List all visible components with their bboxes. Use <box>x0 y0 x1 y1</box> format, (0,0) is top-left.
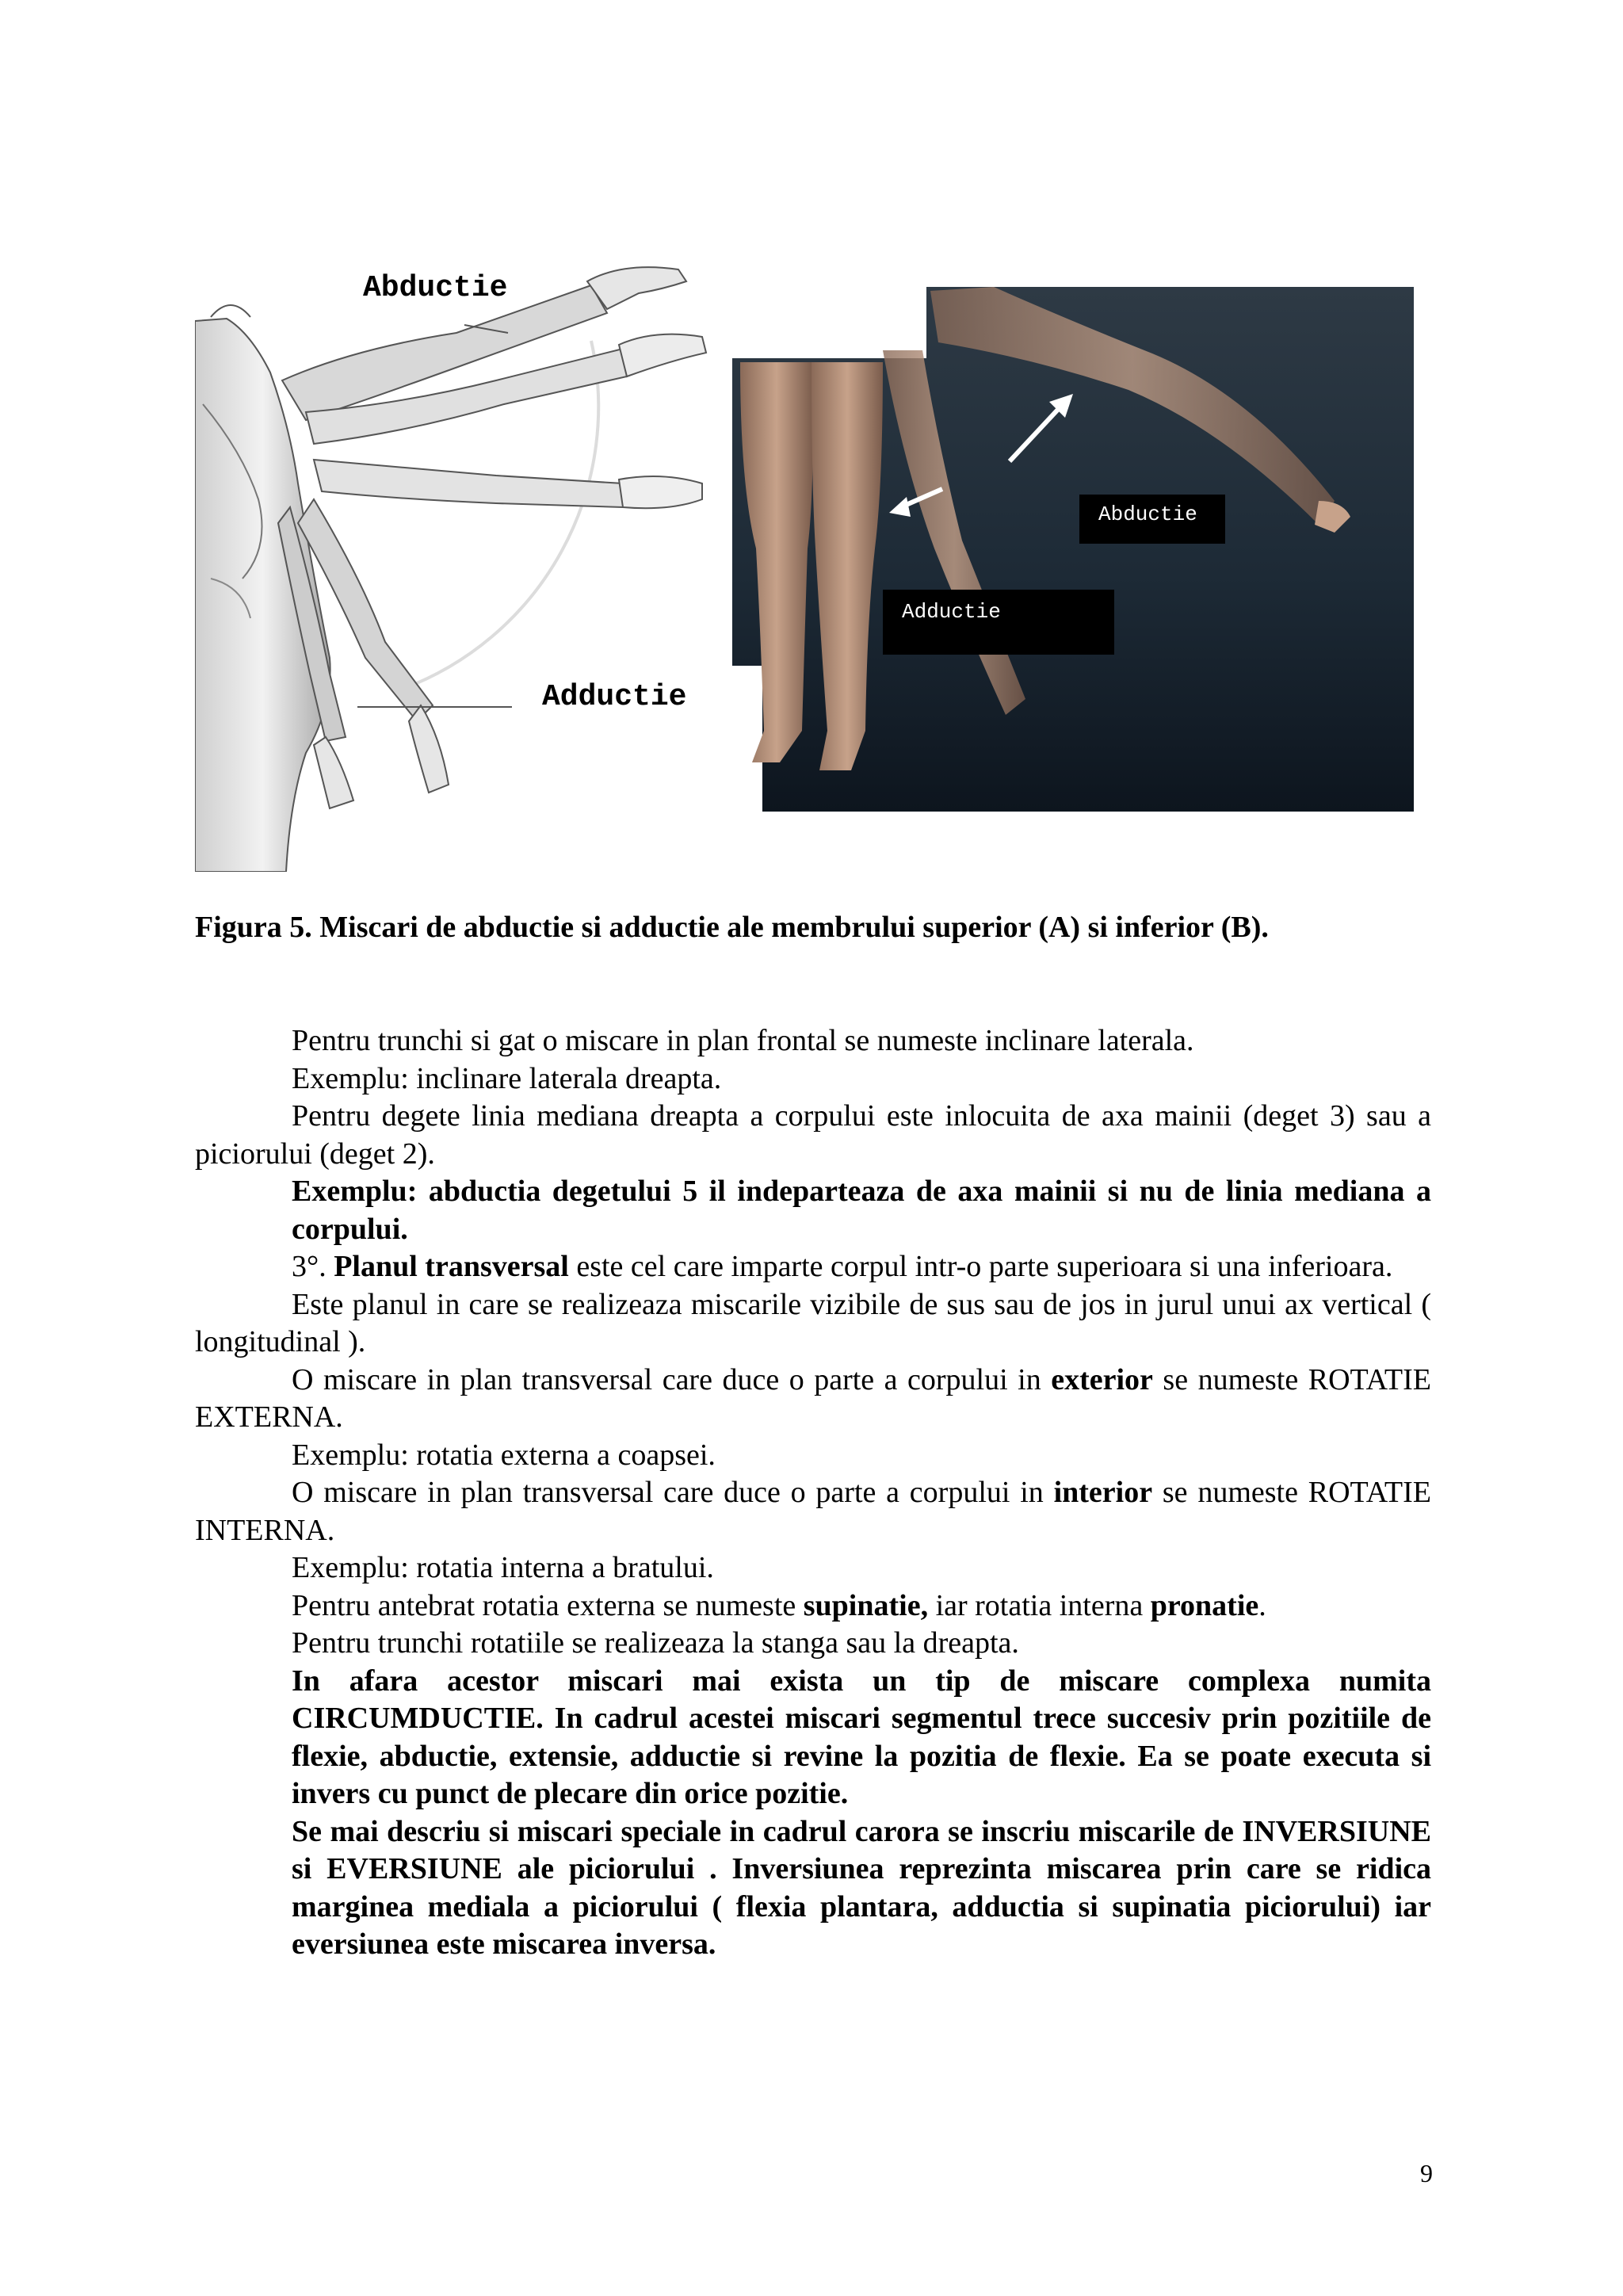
abductie-label-b: Abductie <box>1079 495 1225 544</box>
text: este cel care imparte corpul intr-o parte superioara si una inferioara. <box>568 1250 1393 1283</box>
text: se numeste ROTATIE EXTERNA. <box>195 1362 1431 1434</box>
bold-text: supinatie, <box>803 1588 929 1622</box>
paragraph-bold: Se mai descriu si miscari speciale in cadrul carora se inscriu miscarile de INVERSIUNE si EVERSIUNE ale piciorului . Inversiunea reprezinta miscarea prin care se ridica marginea mediala a piciorului ( flexia plantara, adductia si supinatia piciorului) iar eversiunea este miscarea inversa. <box>292 1814 1431 1961</box>
text: iar rotatia interna <box>928 1588 1151 1622</box>
bold-text: exterior <box>1051 1362 1153 1396</box>
abductie-label-a: Abductie <box>363 271 508 305</box>
text: O miscare in plan transversal care duce o parte a corpului in <box>292 1476 1054 1509</box>
text: . <box>1258 1588 1266 1622</box>
bold-text: interior <box>1053 1476 1153 1509</box>
paragraph-bold: Exemplu: abductia degetului 5 il indeparteaza de axa mainii si nu de linia mediana a corpului. <box>292 1175 1431 1246</box>
bold-text: Planul transversal <box>334 1250 569 1283</box>
paragraph <box>195 1587 1431 1626</box>
adductie-label-a: Adductie <box>542 680 687 714</box>
paragraph: Exemplu: inclinare laterala dreapta. <box>292 1061 722 1095</box>
leg-photo-drawing <box>732 287 1414 812</box>
text: se numeste ROTATIE INTERNA. <box>195 1476 1431 1547</box>
paragraph: Pentru trunchi rotatiile se realizeaza la stanga sau la dreapta. <box>292 1626 1019 1660</box>
bold-text: pronatie <box>1150 1588 1259 1622</box>
text: 3°. <box>292 1250 334 1283</box>
figure-a-arm-illustration <box>195 246 718 872</box>
figure-caption: Figura 5. Miscari de abductie si adductie ale membrului superior (A) si inferior (B). <box>195 911 1269 944</box>
body-text <box>195 1022 1431 1964</box>
paragraph: Este planul in care se realizeaza miscarile vizibile de sus sau de jos in jurul unui ax vertical ( longitudinal ). <box>195 1287 1431 1358</box>
paragraph-bold: In afara acestor miscari mai exista un tip de miscare complexa numita CIRCUMDUCTIE. In cadrul acestei miscari segmentul trece succesiv prin pozitiile de flexie, abductie, extensie, adductie si revine la pozitia de flexie. Ea se poate executa si invers cu punct de plecare din orice pozitie. <box>292 1664 1431 1810</box>
text: O miscare in plan transversal care duce o parte a corpului in <box>292 1362 1052 1396</box>
page-number: 9 <box>1420 2159 1433 2187</box>
paragraph <box>195 1248 1431 1286</box>
paragraph: Exemplu: rotatia externa a coapsei. <box>292 1438 716 1472</box>
arm-drawing <box>195 246 718 872</box>
paragraph: Pentru trunchi si gat o miscare in plan frontal se numeste inclinare laterala. <box>292 1024 1194 1057</box>
paragraph <box>195 1474 1431 1549</box>
paragraph: Exemplu: rotatia interna a bratului. <box>292 1551 714 1584</box>
paragraph: Pentru degete linia mediana dreapta a corpului este inlocuita de axa mainii (deget 3) sau a piciorului (deget 2). <box>195 1099 1431 1171</box>
text: Pentru antebrat rotatia externa se numeste <box>292 1588 804 1622</box>
paragraph <box>195 1362 1431 1437</box>
figure-b-leg-photo <box>732 287 1414 812</box>
adductie-label-b: Adductie <box>883 590 1114 655</box>
